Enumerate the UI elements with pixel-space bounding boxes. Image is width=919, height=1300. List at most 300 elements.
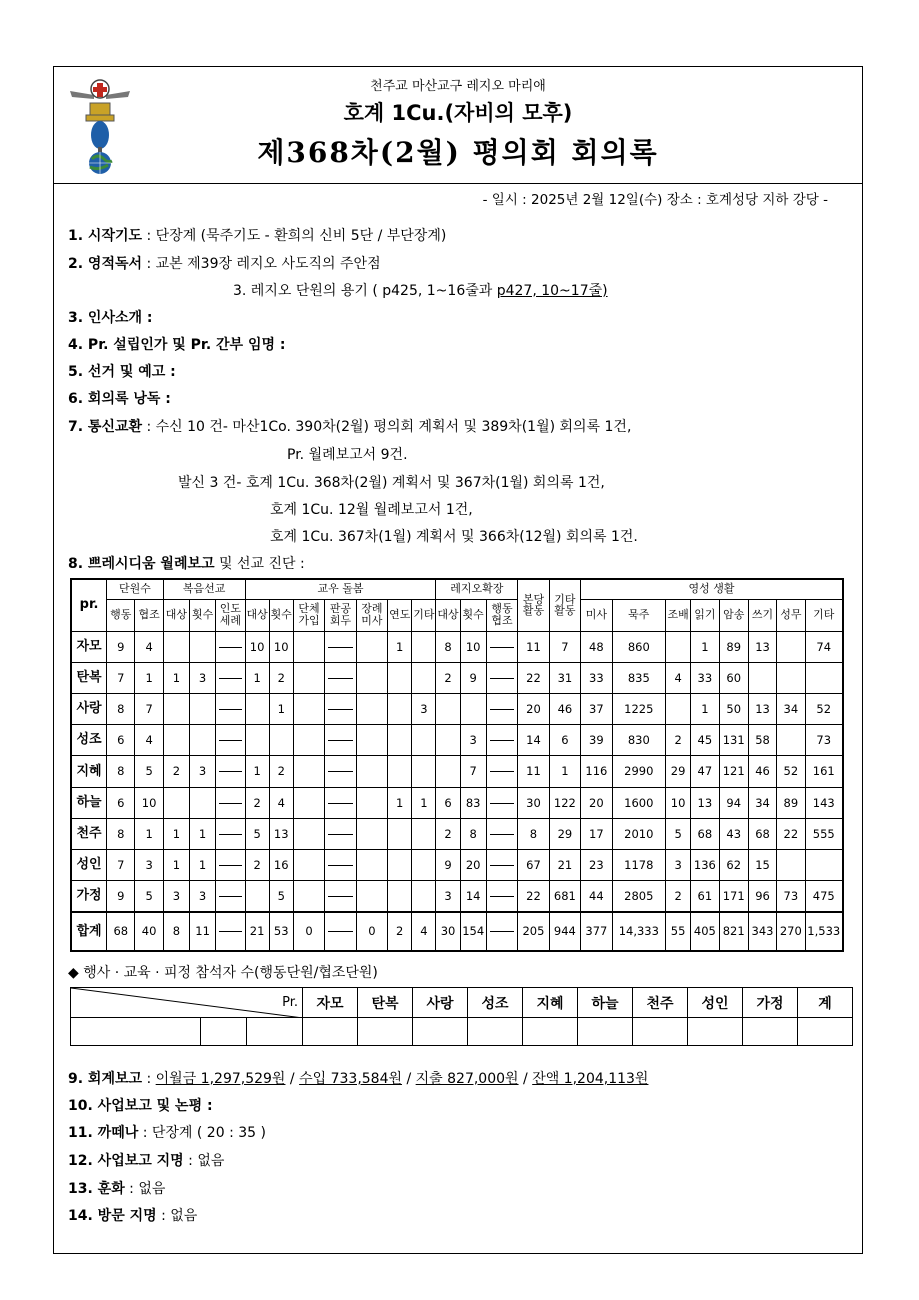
report-cell: 34: [777, 693, 805, 724]
report-cell: [356, 787, 387, 818]
report-cell: 475: [805, 881, 843, 912]
sub-header: 조배: [666, 599, 691, 631]
document-page: [53, 66, 863, 1254]
attendance-col-header: 성조: [468, 988, 523, 1018]
document-header: [54, 67, 862, 184]
item-1-value: : 단장계 (묵주기도 - 환희의 신비 5단 / 부단장계): [142, 228, 447, 244]
report-cell: [388, 850, 412, 881]
report-cell: 6: [107, 787, 135, 818]
report-cell: [388, 693, 412, 724]
diagonal-divider: [71, 988, 303, 1018]
report-cell: 11: [518, 631, 549, 662]
report-cell: 3: [135, 850, 163, 881]
empty-dash-cell: [216, 631, 245, 662]
report-cell: 4: [135, 725, 163, 756]
item-9-label: 9. 회계보고: [68, 1071, 143, 1087]
attendance-col-header: 계: [798, 988, 853, 1018]
report-cell: 96: [748, 881, 776, 912]
attendance-col-header: 성인: [688, 988, 743, 1018]
expense-amount: 지출 827,000원: [415, 1071, 519, 1087]
item-13: [68, 1178, 165, 1198]
item-1: [68, 225, 446, 245]
report-cell: 1: [245, 756, 269, 787]
attendance-cell: [303, 1018, 358, 1046]
report-cell: 23: [581, 850, 612, 881]
report-cell: [777, 725, 805, 756]
empty-dash-cell: [216, 787, 245, 818]
report-cell: 58: [748, 725, 776, 756]
report-cell: 6: [436, 787, 460, 818]
report-cell: 2990: [612, 756, 665, 787]
report-cell: 17: [581, 818, 612, 849]
report-cell: [412, 881, 436, 912]
report-cell: 1: [163, 662, 189, 693]
report-cell: 821: [719, 912, 748, 951]
item-12-value: : 없음: [183, 1153, 225, 1169]
report-cell: 13: [269, 818, 293, 849]
report-cell: [777, 662, 805, 693]
sub-header: 횟수: [269, 599, 293, 631]
report-cell: 2: [436, 818, 460, 849]
report-cell: [293, 881, 324, 912]
sub-header: 횟수: [189, 599, 215, 631]
report-cell: 4: [666, 662, 691, 693]
report-cell: 2: [269, 662, 293, 693]
report-cell: 10: [666, 787, 691, 818]
presidium-name: 자모: [71, 631, 107, 662]
group-gospel: 복음선교: [163, 579, 245, 599]
presidium-name: 천주: [71, 818, 107, 849]
report-cell: 1: [189, 818, 215, 849]
empty-dash-cell: [325, 850, 356, 881]
report-cell: 10: [460, 631, 486, 662]
report-cell: [356, 850, 387, 881]
item-12-label: 12. 사업보고 지명: [68, 1153, 184, 1169]
empty-dash-cell: [216, 818, 245, 849]
report-cell: [412, 631, 436, 662]
slash: /: [518, 1071, 533, 1087]
empty-dash-cell: [216, 725, 245, 756]
empty-dash-cell: [325, 662, 356, 693]
report-cell: 61: [691, 881, 719, 912]
report-cell: 14: [518, 725, 549, 756]
report-cell: 11: [518, 756, 549, 787]
meeting-date-place: - 일시 : 2025년 2월 12일(수) 장소 : 호계성당 지하 강당 -: [482, 192, 828, 208]
empty-dash-cell: [486, 818, 517, 849]
report-cell: 3: [436, 881, 460, 912]
report-cell: 39: [581, 725, 612, 756]
report-cell: 5: [666, 818, 691, 849]
report-cell: 143: [805, 787, 843, 818]
report-cell: [412, 756, 436, 787]
report-cell: 1: [189, 850, 215, 881]
sub-header: 단체가입: [293, 599, 324, 631]
presidium-name: 성조: [71, 725, 107, 756]
report-cell: 44: [581, 881, 612, 912]
report-cell: [245, 725, 269, 756]
item-8-label: 8. 쁘레시디움 월례보고: [68, 556, 215, 572]
report-cell: 171: [719, 881, 748, 912]
report-cell: 116: [581, 756, 612, 787]
report-cell: 8: [518, 818, 549, 849]
report-cell: 7: [549, 631, 580, 662]
empty-dash-cell: [486, 631, 517, 662]
report-cell: 4: [412, 912, 436, 951]
report-cell: 1225: [612, 693, 665, 724]
report-cell: 74: [805, 631, 843, 662]
report-cell: 14,333: [612, 912, 665, 951]
report-cell: 10: [245, 631, 269, 662]
report-cell: 9: [460, 662, 486, 693]
report-cell: 31: [549, 662, 580, 693]
report-cell: [356, 756, 387, 787]
item-1-label: 1. 시작기도: [68, 228, 143, 244]
attendance-cell: [578, 1018, 633, 1046]
report-cell: [189, 631, 215, 662]
report-cell: 3: [412, 693, 436, 724]
sub-header: 묵주: [612, 599, 665, 631]
report-cell: 3: [666, 850, 691, 881]
report-cell: 5: [269, 881, 293, 912]
report-cell: 89: [719, 631, 748, 662]
attendance-cell: [413, 1018, 468, 1046]
report-cell: [356, 725, 387, 756]
report-cell: 62: [719, 850, 748, 881]
attendance-col-header: 하늘: [578, 988, 633, 1018]
report-row: [71, 631, 843, 662]
item-9-sep: :: [142, 1071, 156, 1087]
report-cell: 89: [777, 787, 805, 818]
report-cell: 20: [460, 850, 486, 881]
report-cell: 52: [805, 693, 843, 724]
sub-header: 판공회두: [325, 599, 356, 631]
item-6: 6. 회의록 낭독 :: [68, 391, 171, 407]
report-cell: [777, 631, 805, 662]
empty-dash-cell: [325, 787, 356, 818]
report-cell: 2010: [612, 818, 665, 849]
report-cell: 34: [748, 787, 776, 818]
report-cell: 10: [135, 787, 163, 818]
report-cell: 13: [691, 787, 719, 818]
empty-dash-cell: [486, 725, 517, 756]
report-cell: 5: [245, 818, 269, 849]
empty-dash-cell: [216, 881, 245, 912]
report-cell: [293, 850, 324, 881]
report-cell: 830: [612, 725, 665, 756]
attendance-cell: [688, 1018, 743, 1046]
report-cell: 60: [719, 662, 748, 693]
report-cell: [356, 818, 387, 849]
sub-header: 장례미사: [356, 599, 387, 631]
report-cell: 860: [612, 631, 665, 662]
empty-dash-cell: [325, 881, 356, 912]
sub-header: 협조: [135, 599, 163, 631]
report-cell: [163, 725, 189, 756]
empty-dash-cell: [325, 912, 356, 951]
report-cell: [163, 787, 189, 818]
report-cell: 67: [518, 850, 549, 881]
report-cell: 0: [293, 912, 324, 951]
attendance-cell: [523, 1018, 578, 1046]
report-cell: 33: [581, 662, 612, 693]
report-cell: 7: [460, 756, 486, 787]
item-11: [68, 1122, 266, 1142]
report-cell: [412, 850, 436, 881]
report-cell: 1: [135, 818, 163, 849]
attendance-pr-label: Pr.: [282, 995, 298, 1010]
report-cell: [388, 881, 412, 912]
report-cell: [293, 725, 324, 756]
report-cell: 50: [719, 693, 748, 724]
report-cell: 30: [436, 912, 460, 951]
empty-dash-cell: [325, 631, 356, 662]
group-legio: 레지오확장: [436, 579, 518, 599]
sub-header: 행동협조: [486, 599, 517, 631]
report-cell: 6: [549, 725, 580, 756]
monthly-report-table: [70, 578, 844, 952]
sub-header: 연도: [388, 599, 412, 631]
report-cell: 2: [388, 912, 412, 951]
report-row: [71, 881, 843, 912]
report-cell: 33: [691, 662, 719, 693]
report-cell: 2: [666, 881, 691, 912]
report-cell: 46: [549, 693, 580, 724]
sub-header: 기타: [805, 599, 843, 631]
empty-dash-cell: [486, 693, 517, 724]
report-cell: [805, 850, 843, 881]
group-members: 단원수: [107, 579, 164, 599]
report-cell: 46: [748, 756, 776, 787]
report-cell: 944: [549, 912, 580, 951]
report-row: [71, 662, 843, 693]
item-4: 4. Pr. 설립인가 및 Pr. 간부 임명 :: [68, 337, 286, 353]
report-cell: [293, 818, 324, 849]
item-14-value: : 없음: [156, 1208, 198, 1224]
report-cell: 9: [107, 631, 135, 662]
slash: /: [402, 1071, 416, 1087]
report-cell: 3: [189, 756, 215, 787]
item-11-label: 11. 까떼나: [68, 1125, 139, 1141]
report-cell: [293, 662, 324, 693]
attendance-col-header: 가정: [743, 988, 798, 1018]
item-2-value: : 교본 제39장 레지오 사도직의 주안점: [142, 256, 381, 272]
empty-dash-cell: [325, 818, 356, 849]
document-title: 제368차(2월) 평의회 회의록: [257, 136, 659, 169]
report-cell: [436, 756, 460, 787]
report-cell: [356, 881, 387, 912]
report-cell: 0: [356, 912, 387, 951]
report-cell: 13: [748, 631, 776, 662]
report-cell: 16: [269, 850, 293, 881]
sub-header: 기타: [412, 599, 436, 631]
report-cell: 11: [189, 912, 215, 951]
report-cell: 6: [107, 725, 135, 756]
item-7-e: 호계 1Cu. 367차(1월) 계획서 및 366차(12월) 회의록 1건.: [270, 529, 638, 545]
report-cell: 45: [691, 725, 719, 756]
report-cell: 94: [719, 787, 748, 818]
item-10: 10. 사업보고 및 논평 :: [68, 1098, 213, 1114]
report-cell: 161: [805, 756, 843, 787]
presidium-name: 가정: [71, 881, 107, 912]
report-cell: [666, 631, 691, 662]
report-cell: 131: [719, 725, 748, 756]
report-cell: 83: [460, 787, 486, 818]
organization-name: 천주교 마산교구 레지오 마리애: [370, 79, 546, 94]
report-cell: 68: [107, 912, 135, 951]
report-cell: 3: [460, 725, 486, 756]
report-row: [71, 818, 843, 849]
report-row: [71, 693, 843, 724]
report-cell: 405: [691, 912, 719, 951]
report-cell: [666, 693, 691, 724]
item-2-sub: [233, 280, 608, 300]
report-cell: 2: [245, 850, 269, 881]
presidium-name: 하늘: [71, 787, 107, 818]
item-7-c: 발신 3 건- 호계 1Cu. 368차(2월) 계획서 및 367차(1월) 회의록 1건,: [178, 475, 605, 491]
report-cell: [293, 693, 324, 724]
group-visit: 교우 돌봄: [245, 579, 436, 599]
empty-dash-cell: [325, 693, 356, 724]
report-cell: 343: [748, 912, 776, 951]
report-row: [71, 850, 843, 881]
carryover-amount: 이월금 1,297,529원: [155, 1071, 286, 1087]
report-cell: 5: [135, 756, 163, 787]
empty-dash-cell: [216, 912, 245, 951]
empty-dash-cell: [486, 756, 517, 787]
col-pr: pr.: [71, 579, 107, 631]
attendance-pr-header: [71, 988, 303, 1018]
attendance-cell: [743, 1018, 798, 1046]
report-cell: 55: [666, 912, 691, 951]
report-cell: 22: [518, 881, 549, 912]
presidium-name: 성인: [71, 850, 107, 881]
report-cell: [388, 725, 412, 756]
report-cell: 2: [436, 662, 460, 693]
report-cell: 73: [805, 725, 843, 756]
report-cell: 29: [549, 818, 580, 849]
item-7-label: 7. 통신교환: [68, 419, 143, 435]
report-cell: [245, 693, 269, 724]
report-body: [71, 631, 843, 951]
report-total-row: [71, 912, 843, 951]
report-cell: 3: [163, 881, 189, 912]
attendance-col-header: 지혜: [523, 988, 578, 1018]
report-cell: 1178: [612, 850, 665, 881]
sub-header: 성무: [777, 599, 805, 631]
report-cell: 681: [549, 881, 580, 912]
item-7: [68, 416, 631, 436]
report-cell: 21: [549, 850, 580, 881]
item-14-label: 14. 방문 지명: [68, 1208, 157, 1224]
report-cell: 8: [107, 818, 135, 849]
report-cell: 3: [189, 881, 215, 912]
empty-dash-cell: [486, 850, 517, 881]
empty-dash-cell: [216, 756, 245, 787]
report-cell: 20: [581, 787, 612, 818]
report-cell: [189, 693, 215, 724]
report-cell: 270: [777, 912, 805, 951]
report-cell: 7: [107, 662, 135, 693]
income-amount: 수입 733,584원: [299, 1071, 403, 1087]
report-cell: 8: [460, 818, 486, 849]
report-cell: 121: [719, 756, 748, 787]
presidium-name: 합계: [71, 912, 107, 951]
attendance-table: [70, 987, 853, 1046]
report-cell: 1: [245, 662, 269, 693]
report-cell: [245, 881, 269, 912]
report-cell: 122: [549, 787, 580, 818]
report-cell: [163, 693, 189, 724]
attendance-col-header: 자모: [303, 988, 358, 1018]
report-cell: [356, 662, 387, 693]
item-5: 5. 선거 및 예고 :: [68, 364, 176, 380]
group-other: 기타활동: [549, 579, 580, 631]
attendance-empty-row: [71, 1018, 853, 1046]
report-cell: 2: [163, 756, 189, 787]
slash: /: [285, 1071, 300, 1087]
report-cell: 29: [666, 756, 691, 787]
report-cell: [436, 725, 460, 756]
attendance-col-header: 사랑: [413, 988, 468, 1018]
report-cell: [805, 662, 843, 693]
item-2: [68, 253, 381, 273]
report-cell: [777, 850, 805, 881]
group-spirit: 영성 생활: [581, 579, 843, 599]
report-cell: 1: [135, 662, 163, 693]
item-3: 3. 인사소개 :: [68, 310, 153, 326]
report-cell: [293, 787, 324, 818]
report-cell: 40: [135, 912, 163, 951]
report-cell: 2: [666, 725, 691, 756]
report-cell: [163, 631, 189, 662]
report-row: [71, 725, 843, 756]
report-cell: 2805: [612, 881, 665, 912]
presidium-name: 지혜: [71, 756, 107, 787]
presidium-name: 탄복: [71, 662, 107, 693]
report-cell: 205: [518, 912, 549, 951]
report-cell: 5: [135, 881, 163, 912]
report-cell: 555: [805, 818, 843, 849]
report-cell: [436, 693, 460, 724]
report-cell: 377: [581, 912, 612, 951]
report-cell: [748, 662, 776, 693]
report-cell: 15: [748, 850, 776, 881]
report-cell: 22: [777, 818, 805, 849]
empty-dash-cell: [486, 662, 517, 693]
item-13-label: 13. 훈화: [68, 1181, 125, 1197]
item-8-value: 및 선교 진단 :: [214, 556, 305, 572]
item-2-sub-a: 3. 레지오 단원의 용기 ( p425, 1~16줄과: [233, 283, 497, 299]
report-cell: 1: [388, 787, 412, 818]
report-cell: [269, 725, 293, 756]
report-cell: 835: [612, 662, 665, 693]
item-11-value: : 단장계 ( 20 : 35 ): [138, 1125, 266, 1141]
report-cell: 52: [777, 756, 805, 787]
report-subheader-row: [71, 599, 843, 631]
report-cell: [412, 662, 436, 693]
group-bondang: 본당활동: [518, 579, 549, 631]
report-cell: 10: [269, 631, 293, 662]
empty-dash-cell: [486, 881, 517, 912]
balance-amount: 잔액 1,204,113원: [532, 1071, 649, 1087]
report-cell: 1600: [612, 787, 665, 818]
report-cell: 1: [163, 818, 189, 849]
item-2-sub-b: p427, 10~17줄): [496, 283, 608, 299]
curia-name: 호계 1Cu.(자비의 모후): [343, 101, 573, 125]
report-cell: 136: [691, 850, 719, 881]
report-cell: 53: [269, 912, 293, 951]
item-7-a: : 수신 10 건- 마산1Co. 390차(2월) 평의회 계획서 및 389차(1월) 회의록 1건,: [142, 419, 632, 435]
